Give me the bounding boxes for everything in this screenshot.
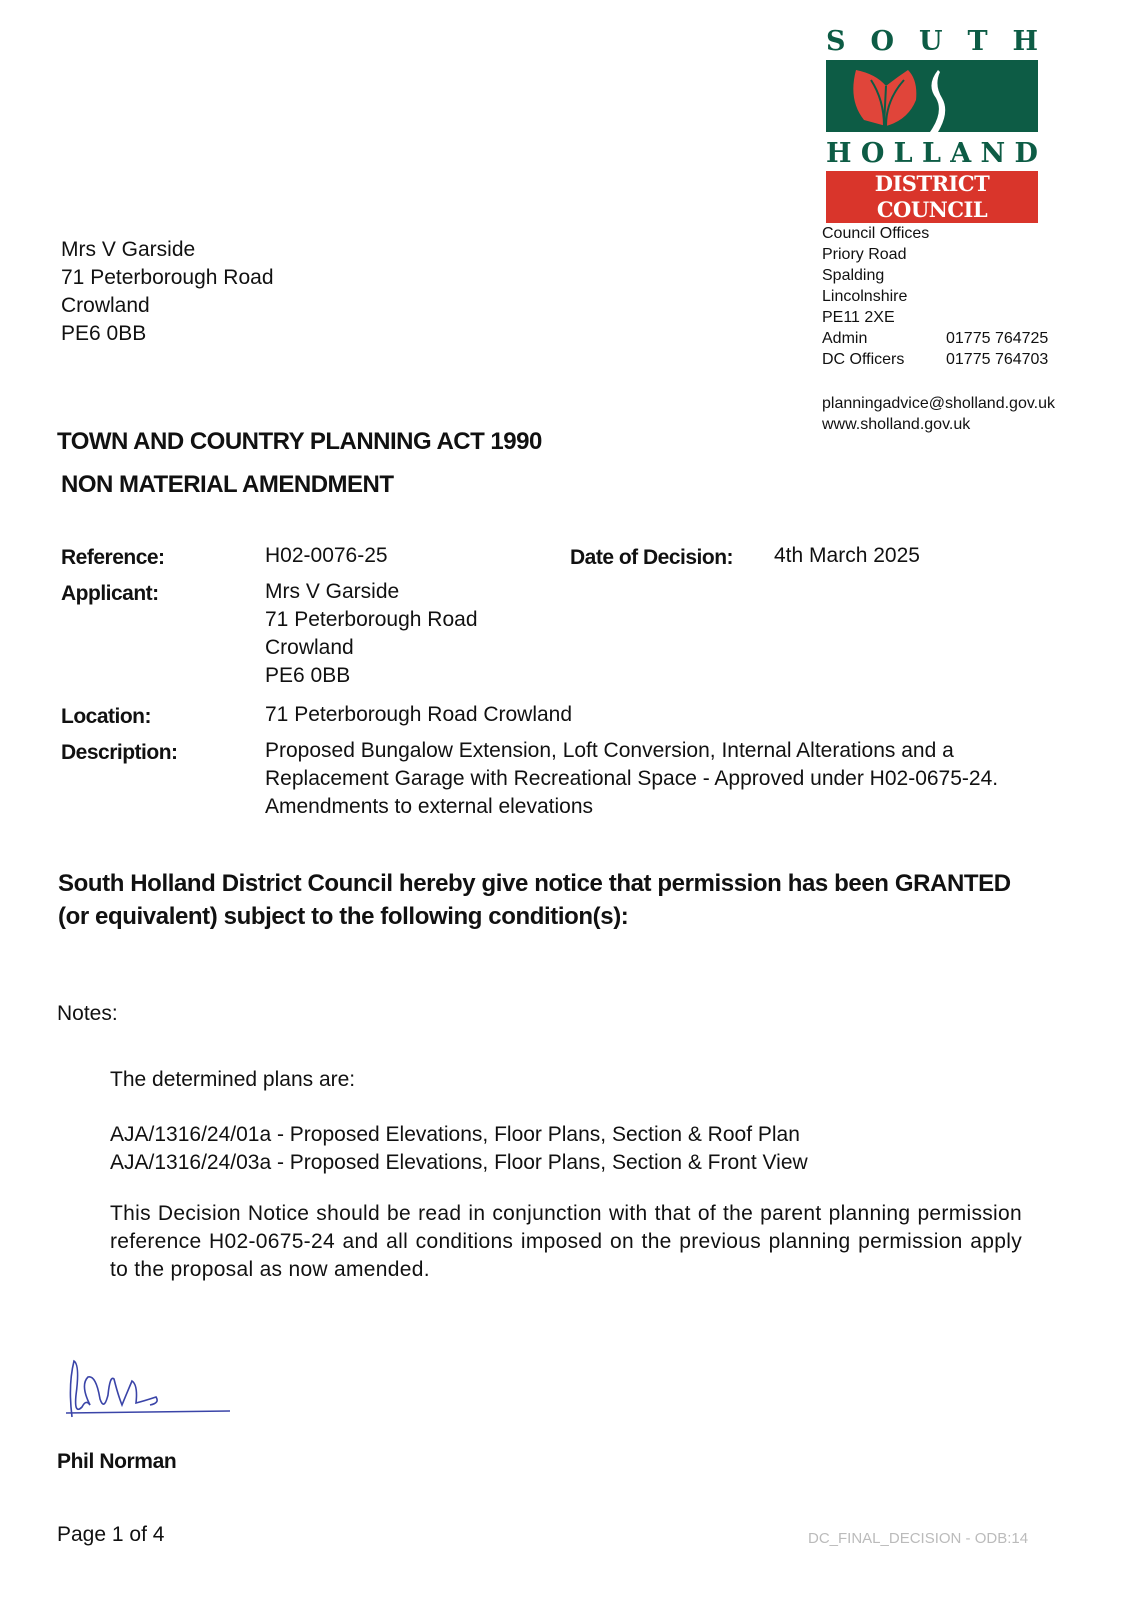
applicant-line: PE6 0BB [265,664,351,687]
applicant-line: Mrs V Garside [265,580,400,603]
amendment-title: NON MATERIAL AMENDMENT [61,471,394,498]
date-label: Date of Decision: [570,546,734,569]
applicant-line: 71 Peterborough Road [265,608,478,631]
applicant-line: Crowland [265,636,354,659]
signature-image [60,1355,240,1425]
phone-dc-officers [822,349,1055,370]
logo-top-text: S O U T H [826,26,1038,57]
date-value: 4th March 2025 [774,544,920,567]
phone-number: 01775 764725 [946,330,1049,347]
website-link[interactable]: www.sholland.gov.uk [822,416,971,433]
address-line: 71 Peterborough Road [61,266,274,289]
signatory-name: Phil Norman [57,1450,177,1473]
address-line: Crowland [61,294,150,317]
address-line: Mrs V Garside [61,238,196,261]
plans-list [110,1121,808,1177]
notice-line: (or equivalent) subject to the following condition(s): [58,903,629,930]
plan-item: AJA/1316/24/03a - Proposed Elevations, Floor Plans, Section & Front View [110,1151,808,1174]
office-line: Council Offices [822,225,930,242]
reference-value: H02-0076-25 [265,544,388,567]
recipient-address [61,236,274,348]
location-value: 71 Peterborough Road Crowland [265,703,573,726]
email-link[interactable]: planningadvice@sholland.gov.uk [822,395,1055,412]
page-number: Page 1 of 4 [57,1523,165,1546]
applicant-value [265,578,478,690]
logo-banner: DISTRICT COUNCIL [826,171,1038,223]
phone-number: 01775 764703 [946,351,1049,368]
description-value [265,737,998,821]
reference-label: Reference: [61,546,165,569]
description-line: Proposed Bungalow Extension, Loft Conversion, Internal Alterations and a [265,739,954,762]
notice-line: South Holland District Council hereby give notice that permission has been GRANTED [58,870,1011,897]
phone-label: Admin [822,330,868,347]
address-line: PE6 0BB [61,322,147,345]
location-label: Location: [61,705,151,728]
office-line: Lincolnshire [822,288,908,305]
council-logo [826,26,1038,223]
document-code: DC_FINAL_DECISION - ODB:14 [808,1530,1029,1547]
logo-bottom-text: H O L L A N D [826,138,1038,169]
plan-item: AJA/1316/24/01a - Proposed Elevations, Floor Plans, Section & Roof Plan [110,1123,800,1146]
council-contact [822,223,1055,435]
plans-intro: The determined plans are: [110,1068,356,1091]
office-line: Priory Road [822,246,907,263]
office-line: Spalding [822,267,885,284]
description-line: Amendments to external elevations [265,795,594,818]
description-line: Replacement Garage with Recreational Space - Approved under H02-0675-24. [265,767,999,790]
notes-label: Notes: [57,1002,118,1025]
applicant-label: Applicant: [61,582,159,605]
description-label: Description: [61,741,178,764]
grant-notice [58,867,1088,933]
tulip-logo-icon [826,60,1038,132]
office-line: PE11 2XE [822,309,895,326]
conjunction-note: This Decision Notice should be read in conjunction with that of the parent planning permission reference H02-0675-24 and all conditions imposed on the previous planning permission apply to the proposal as now amended. [110,1202,1022,1281]
phone-label: DC Officers [822,351,905,368]
act-title: TOWN AND COUNTRY PLANNING ACT 1990 [57,428,542,455]
phone-admin [822,328,1055,349]
